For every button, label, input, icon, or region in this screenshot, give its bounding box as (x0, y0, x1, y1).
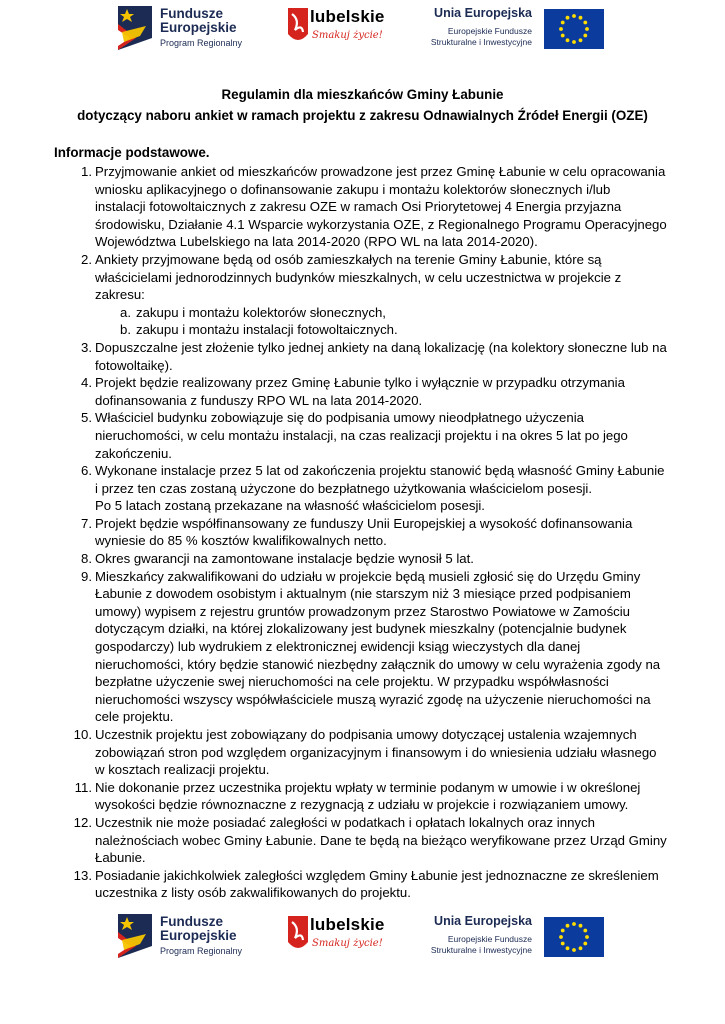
list-item (54, 515, 674, 550)
fundusze-line1: Fundusze (160, 6, 223, 21)
list-item-text: Województwa Lubelskiego na lata 2014-2020 (RPO WL na lata 2014-2020). (95, 234, 538, 250)
ue-line1: Unia Europejska (434, 6, 532, 20)
list-item-number: 7. (81, 515, 92, 531)
unia-europejska-logo (428, 914, 604, 960)
list-item (54, 339, 674, 374)
list-item-text: Łabunie z dowodem osobistym i aktualnym (nie starszym niż 3 miesiące przed podpisaniem (95, 586, 631, 602)
fundusze-emblem-icon (118, 2, 158, 54)
lubelskie-name: lubelskie (310, 915, 385, 934)
list-item-text: Mieszkańcy zakwalifikowani do udziału w projekcie będą musieli zgłosić się do Urzędu Gminy (95, 568, 641, 584)
list-item-text: wniosku aplikacyjnego o dofinansowanie zakupu i montażu kolektorów słonecznych i/lub (95, 181, 611, 197)
list-item-number: 10. (73, 727, 92, 742)
list-item-text: Dopuszczalne jest złożenie tylko jednej ankiety na daną lokalizację (na kolektory słoneczne lub na (95, 339, 667, 355)
list-item-text: uczestnika z listy osób zakwalifikowanych do projektu. (95, 885, 411, 901)
sub-list-item-text: zakupu i montażu kolektorów słonecznych, (136, 304, 386, 320)
eu-flag-icon (544, 9, 604, 49)
list-item-number: 13. (73, 867, 92, 883)
sub-list-item (95, 304, 674, 322)
fundusze-europejskie-logo (118, 2, 273, 54)
header-logo-bar (0, 0, 725, 56)
unia-europejska-logo (428, 6, 604, 52)
lubelskie-emblem-icon (286, 6, 310, 48)
list-item-text: Właściciel budynku zobowiązuje się do podpisania umowy nieodpłatnego użyczenia (95, 410, 584, 426)
ue-line2: Europejskie Fundusze (447, 934, 532, 944)
footer-logo-bar (0, 908, 725, 964)
list-item-number: 12. (73, 814, 92, 830)
fundusze-line3: Program Regionalny (160, 38, 243, 48)
lubelskie-emblem-icon (286, 914, 310, 956)
list-item-number: 11. (74, 779, 92, 795)
list-item-text: zakresu: (95, 287, 145, 303)
list-item-text: i przez ten czas zostaną użyczone do bezpłatnego użytkowania właścicielom posesji. (95, 480, 592, 496)
list-item-number: 9. (81, 568, 92, 584)
list-item-text: dofinansowania z funduszy RPO WL na lata 2014-2020. (95, 392, 423, 408)
fundusze-line2: Europejskie (160, 20, 237, 35)
list-item-text: Wykonane instalacje przez 5 lat od zakończenia projektu stanowić będą własność Gminy Łabunie (95, 463, 665, 479)
eu-flag-icon (544, 917, 604, 957)
sub-list-item (95, 321, 674, 339)
list-item-text: Ankiety przyjmowane będą od osób zamieszkałych na terenie Gminy Łabunie, które są (95, 251, 602, 267)
list-item (54, 374, 674, 409)
list-item-text: środowisku, Działanie 4.1 Wsparcie wykorzystania OZE, z Regionalnego Programu Operacyjnego (95, 216, 667, 232)
list-item-text: instalacji fotowoltaicznych z zakresu OZE w ramach Osi Priorytetowej 4 Energia przyjazna (95, 199, 622, 215)
list-item-text: należnościach wobec Gminy Łabunie. Dane te będą na bieżąco weryfikowane przez Urząd Gminy (95, 832, 667, 848)
ue-line3: Strukturalne i Inwestycyjne (430, 945, 532, 955)
list-item-number: 4. (81, 375, 92, 391)
list-item-text: właścicielami jednorodzinnych budynków mieszkalnych, w celu uczestnictwa w projekcie z (95, 269, 622, 285)
list-item-number: 2. (81, 251, 92, 267)
list-item (54, 867, 674, 902)
list-item-number: 8. (81, 551, 92, 567)
list-item-number: 6. (81, 463, 92, 479)
fundusze-europejskie-logo (118, 910, 273, 962)
list-item (54, 814, 674, 867)
list-item-text: wyniesie do 85 % kosztów kwalifikowalnych netto. (95, 533, 387, 549)
lubelskie-tagline: Smakuj życie! (312, 30, 383, 41)
list-item-text: cele projektu. (95, 709, 174, 725)
list-item-number: 1. (81, 164, 92, 179)
list-item-text: Posiadanie jakichkolwiek zaległości względem Gminy Łabunie jest jednoznaczne ze skreśleniem (95, 867, 659, 883)
list-item-text: nieruchomości wszyscy współwłaściciele muszą wyrazić zgodę na użyczenie nieruchomości na (95, 691, 651, 707)
list-item-text: Projekt będzie realizowany przez Gminę Łabunie tylko i wyłącznie w przypadku otrzymania (95, 375, 625, 391)
fundusze-line3: Program Regionalny (160, 946, 243, 956)
list-item (54, 251, 674, 339)
list-item (54, 462, 674, 515)
list-item-text: Uczestnik nie może posiadać zaległości w podatkach i opłatach lokalnych oraz innych (95, 814, 595, 830)
list-item-text: Przyjmowanie ankiet od mieszkańców prowadzone jest przez Gminę Łabunie w celu opracowania (95, 164, 666, 179)
list-item-text: fotowoltaikę). (95, 357, 173, 373)
lubelskie-logo (286, 914, 386, 960)
sub-list-item-text: zakupu i montażu instalacji fotowoltaicznych. (136, 322, 398, 338)
lubelskie-tagline: Smakuj życie! (312, 938, 383, 949)
list-item-text: Okres gwarancji na zamontowane instalacje będzie wynosił 5 lat. (95, 551, 474, 567)
list-item-text: Łabunie. (95, 850, 146, 866)
list-item (54, 568, 674, 726)
ue-line1: Unia Europejska (434, 914, 532, 928)
list-item-text: w kosztach realizacji projektu. (95, 762, 270, 778)
list-item-number: 5. (81, 410, 92, 426)
list-item-text: zakończeniu. (95, 445, 172, 461)
fundusze-line1: Fundusze (160, 914, 223, 929)
document-title: Regulamin dla mieszkańców Gminy Łabunie (221, 87, 504, 102)
list-item-text: Uczestnik projektu jest zobowiązany do podpisania umowy dotyczącej ustalenia wzajemnych (95, 727, 637, 742)
list-item-text: gospodarczy) lub wydrukiem z elektronicznej ewidencji ksiąg wieczystych dla danej (95, 639, 581, 655)
list-item (54, 550, 674, 568)
document-subtitle: dotyczący naboru ankiet w ramach projektu z zakresu Odnawialnych Źródeł Energii (OZE) (77, 108, 648, 123)
lubelskie-logo (286, 6, 386, 52)
list-item-text: nieruchomości, w celu montażu instalacji, na czas realizacji projektu i na okres 5 lat po jego (95, 427, 628, 443)
list-item (54, 409, 674, 462)
fundusze-emblem-icon (118, 910, 158, 962)
list-item-text: nieruchomości, który będzie stanowić niezbędny załącznik do umowy w celu wyrażenia zgody na (95, 656, 661, 672)
lubelskie-name: lubelskie (310, 7, 385, 26)
ue-line2: Europejskie Fundusze (447, 26, 532, 36)
list-item-text: Nie dokonanie przez uczestnika projektu wpłaty w terminie podanym w umowie i w określonej (95, 779, 641, 795)
list-item-text: Projekt będzie współfinansowany ze funduszy Unii Europejskiej a wysokość dofinansowania (95, 515, 633, 531)
list-item-text: Po 5 latach zostaną przekazane na własność właścicielom posesji. (95, 498, 485, 514)
sub-list-item-letter: a. (120, 304, 131, 320)
list-item-text: wysokości będzie równoznaczne z rezygnacją z udziału w projekcie i rozwiązaniem umowy. (95, 797, 629, 813)
list-item-text: zobowiązań stron pod względem organizacyjnym i finansowym i do wniesienia udziału własnego (95, 744, 657, 760)
list-item-number: 3. (81, 339, 92, 355)
list-item-text: umowy) wypisem z rejestru gruntów prowadzonym przez Starostwo Powiatowe w Zamościu (95, 603, 631, 619)
list-item (54, 163, 674, 251)
ue-line3: Strukturalne i Inwestycyjne (430, 37, 532, 47)
list-item-text: dotyczącym działki, na której zlokalizowany jest budynek mieszkalny (potencjalnie budynek (95, 621, 627, 637)
list-item (54, 779, 674, 814)
sub-list (95, 304, 674, 339)
rules-list (54, 163, 674, 902)
list-item-text: bezpłatne użyczenie swej nieruchomości na cele projektu. W przypadku współwłasności (95, 674, 609, 690)
sub-list-item-letter: b. (120, 322, 131, 338)
section-heading: Informacje podstawowe. (54, 145, 210, 160)
list-item (54, 726, 674, 779)
fundusze-line2: Europejskie (160, 928, 237, 943)
